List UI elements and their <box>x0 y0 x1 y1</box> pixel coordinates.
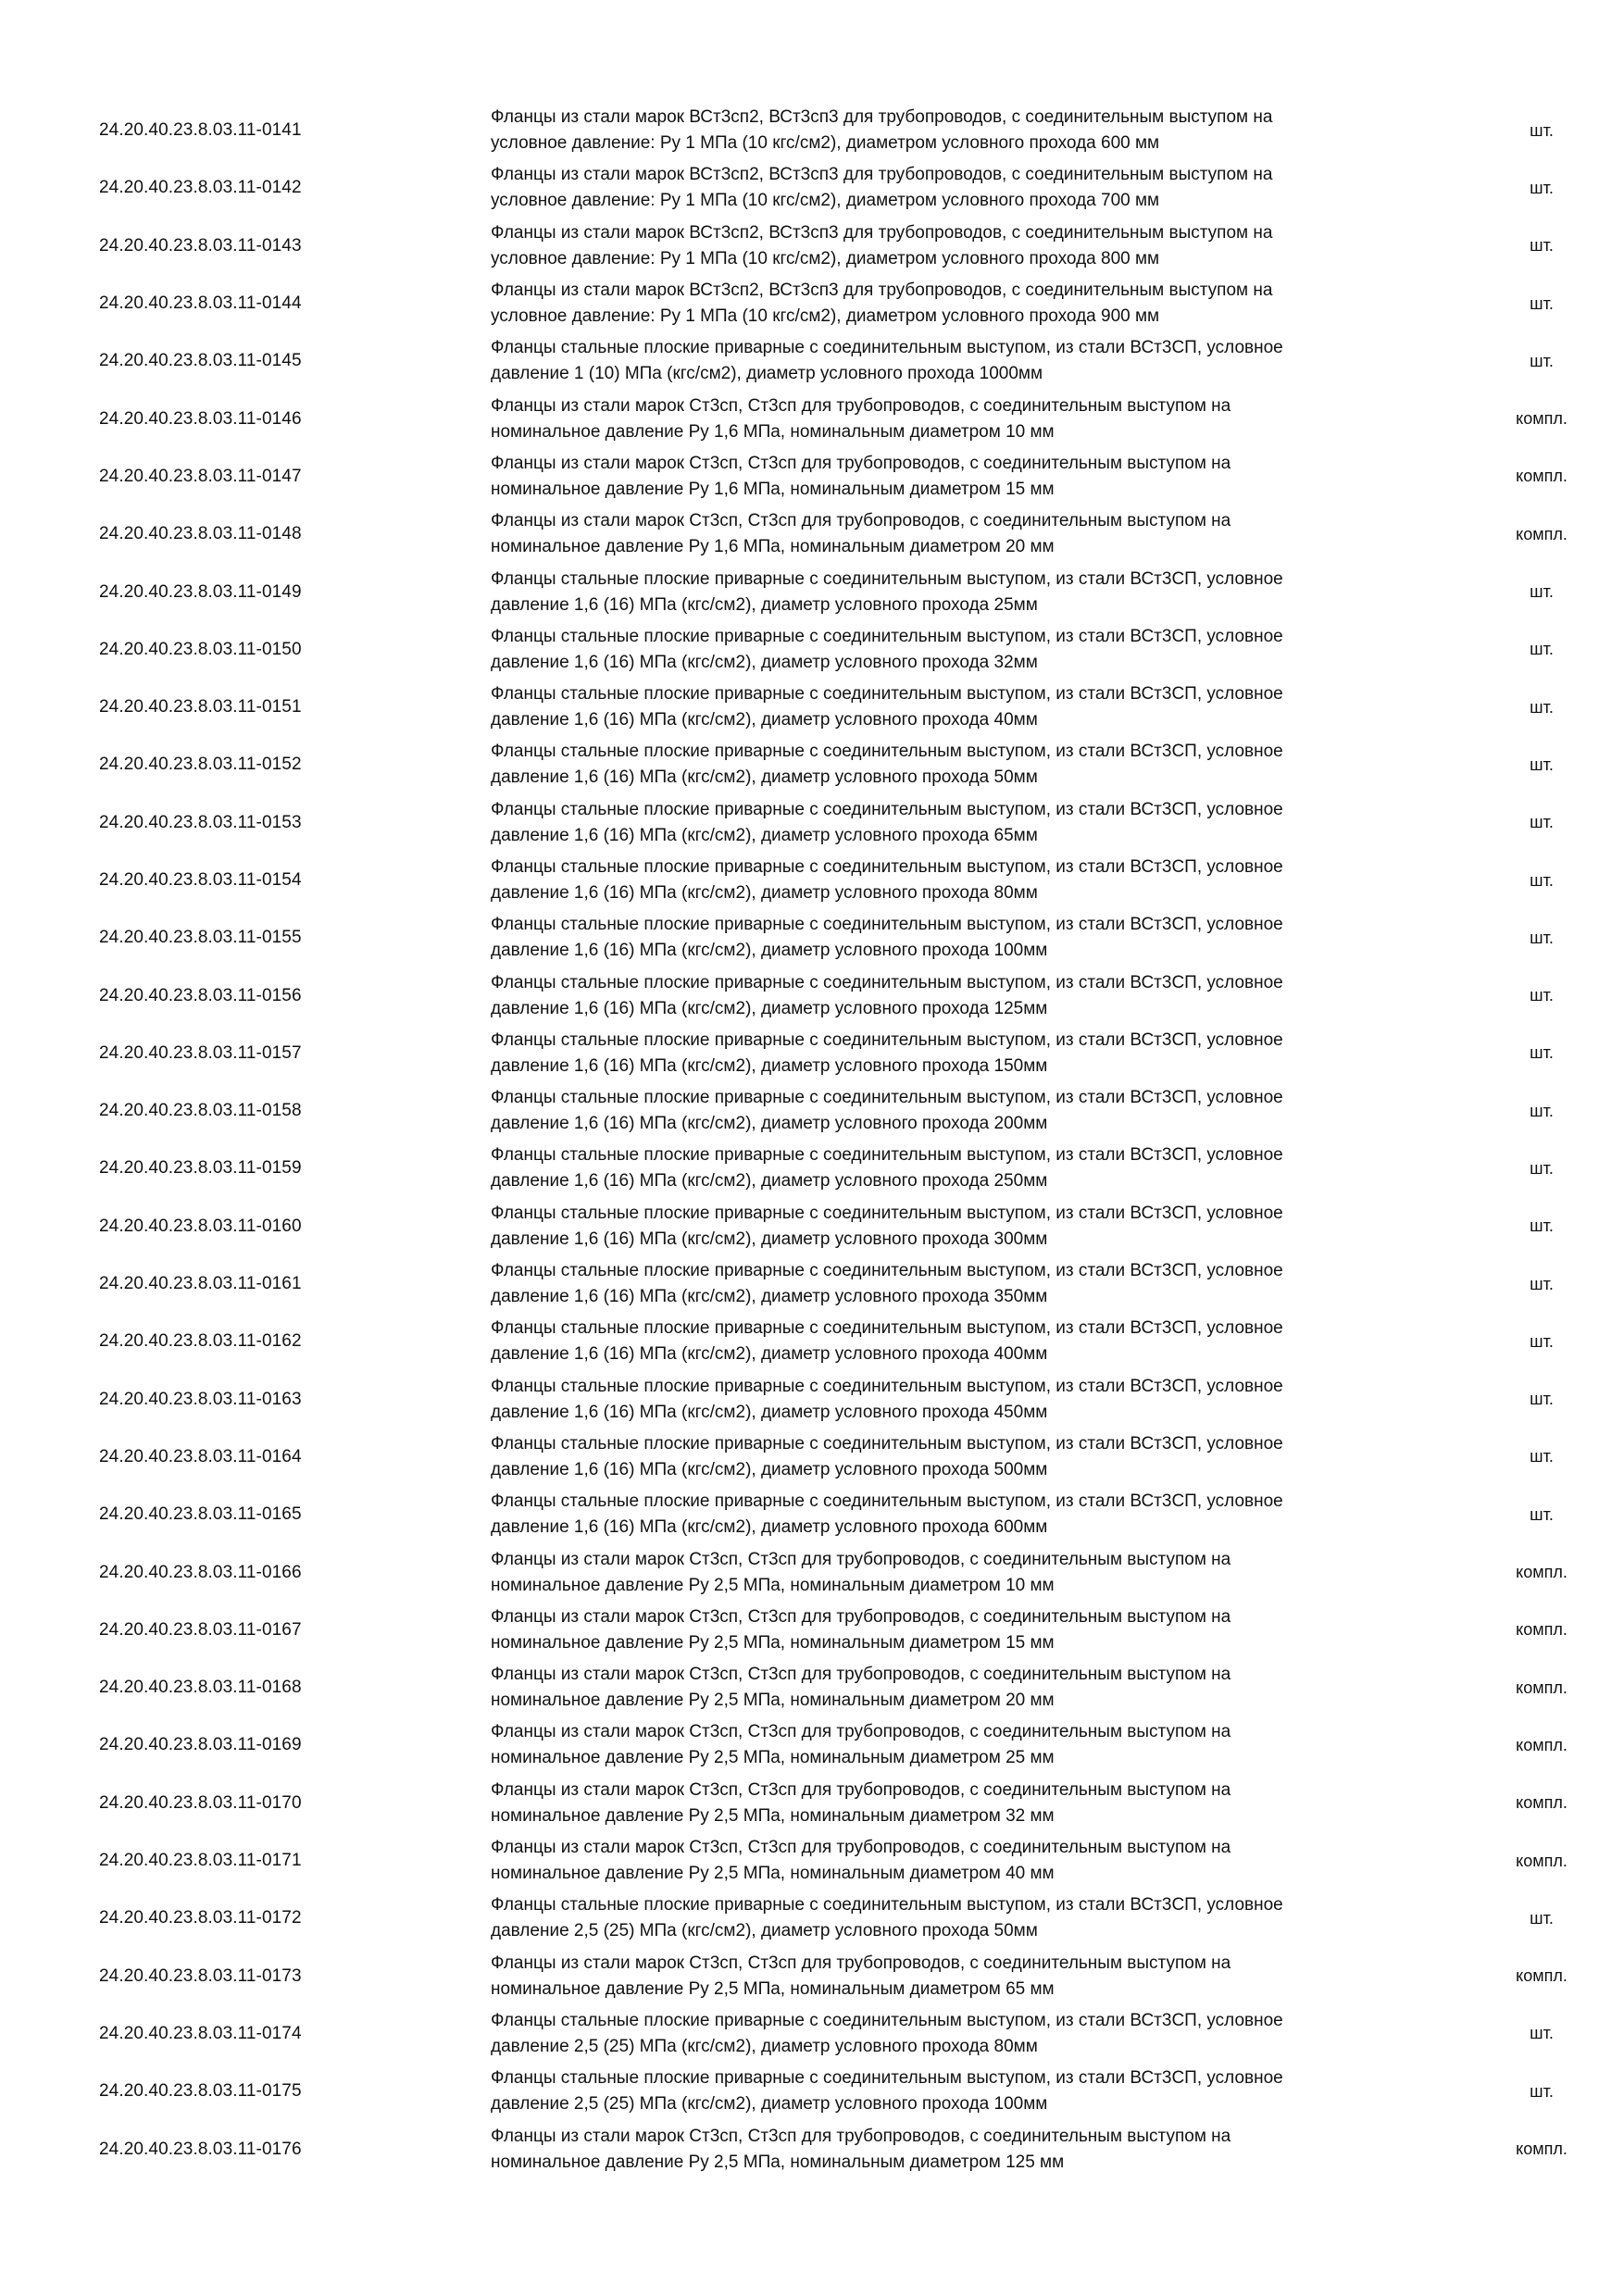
description-line: давление 1,6 (16) МПа (кгс/см2), диаметр условного прохода 65мм <box>491 825 1038 845</box>
description-line: Фланцы из стали марок Ст3сп, Ст3сп для трубопроводов, с соединительным выступом на <box>491 2126 1231 2146</box>
description-line: условное давление: Ру 1 МПа (10 кгс/см2), диаметром условного прохода 700 мм <box>491 191 1160 211</box>
table-row <box>0 505 1624 563</box>
resource-code: 24.20.40.23.8.03.11-0142 <box>99 178 302 198</box>
unit-of-measure: шт. <box>1530 1043 1554 1063</box>
unit-of-measure: компл. <box>1516 1793 1568 1813</box>
resource-description <box>491 1716 1407 1774</box>
description-line: давление 1,6 (16) МПа (кгс/см2), диаметр условного прохода 25мм <box>491 594 1038 615</box>
resource-description <box>491 1602 1407 1659</box>
unit-of-measure: шт. <box>1530 1217 1554 1236</box>
resource-code: 24.20.40.23.8.03.11-0148 <box>99 524 302 544</box>
description-line: давление 1,6 (16) МПа (кгс/см2), диаметр условного прохода 600мм <box>491 1517 1048 1538</box>
unit-of-measure: шт. <box>1530 120 1554 140</box>
description-line: Фланцы стальные плоские приварные с соединительным выступом, из стали ВСт3СП, условное <box>491 1433 1283 1454</box>
resource-code: 24.20.40.23.8.03.11-0144 <box>99 293 302 314</box>
unit-of-measure: шт. <box>1530 2081 1554 2101</box>
resource-code: 24.20.40.23.8.03.11-0161 <box>99 1274 302 1294</box>
description-line: номинальное давление Ру 2,5 МПа, номинальным диаметром 65 мм <box>491 1978 1055 1999</box>
resource-code: 24.20.40.23.8.03.11-0174 <box>99 2023 302 2043</box>
description-line: Фланцы стальные плоские приварные с соединительным выступом, из стали ВСт3СП, условное <box>491 1088 1283 1108</box>
unit-of-measure: компл. <box>1516 1620 1568 1640</box>
description-line: давление 1,6 (16) МПа (кгс/см2), диаметр условного прохода 150мм <box>491 1055 1048 1076</box>
resource-description <box>491 1025 1407 1082</box>
description-line: Фланцы стальные плоские приварные с соединительным выступом, из стали ВСт3СП, условное <box>491 2010 1283 2030</box>
description-line: давление 1,6 (16) МПа (кгс/см2), диаметр условного прохода 100мм <box>491 941 1048 961</box>
description-line: номинальное давление Ру 1,6 МПа, номинальным диаметром 10 мм <box>491 421 1055 442</box>
resource-code: 24.20.40.23.8.03.11-0160 <box>99 1216 302 1236</box>
description-line: давление 1,6 (16) МПа (кгс/см2), диаметр условного прохода 32мм <box>491 652 1038 672</box>
description-line: Фланцы стальные плоские приварные с соединительным выступом, из стали ВСт3СП, условное <box>491 1895 1283 1915</box>
table-row <box>0 1659 1624 1716</box>
table-row <box>0 1313 1624 1370</box>
resource-description <box>491 1486 1407 1543</box>
description-line: давление 1,6 (16) МПа (кгс/см2), диаметр условного прохода 40мм <box>491 710 1038 730</box>
resource-description <box>491 1140 1407 1197</box>
unit-of-measure: компл. <box>1516 1851 1568 1870</box>
unit-of-measure: шт. <box>1530 351 1554 370</box>
table-row <box>0 1140 1624 1197</box>
resource-code: 24.20.40.23.8.03.11-0143 <box>99 235 302 256</box>
resource-code: 24.20.40.23.8.03.11-0168 <box>99 1678 302 1698</box>
resource-code: 24.20.40.23.8.03.11-0149 <box>99 581 302 602</box>
unit-of-measure: шт. <box>1530 1504 1554 1524</box>
resource-code: 24.20.40.23.8.03.11-0165 <box>99 1504 302 1525</box>
description-line: номинальное давление Ру 1,6 МПа, номинальным диаметром 20 мм <box>491 537 1055 557</box>
description-line: Фланцы стальные плоские приварные с соединительным выступом, из стали ВСт3СП, условное <box>491 1029 1283 1050</box>
resource-description <box>491 1948 1407 2005</box>
table-row <box>0 679 1624 736</box>
table-row <box>0 159 1624 217</box>
unit-of-measure: шт. <box>1530 293 1554 313</box>
resource-description <box>491 1198 1407 1255</box>
description-line: номинальное давление Ру 1,6 МПа, номинальным диаметром 15 мм <box>491 479 1055 499</box>
resource-code: 24.20.40.23.8.03.11-0163 <box>99 1389 302 1409</box>
description-line: Фланцы из стали марок Ст3сп, Ст3сп для трубопроводов, с соединительным выступом на <box>491 1606 1231 1627</box>
description-line: номинальное давление Ру 2,5 МПа, номинальным диаметром 10 мм <box>491 1575 1055 1595</box>
description-line: Фланцы стальные плоские приварные с соединительным выступом, из стали ВСт3СП, условное <box>491 626 1283 646</box>
description-line: давление 1,6 (16) МПа (кгс/см2), диаметр условного прохода 350мм <box>491 1287 1048 1307</box>
resource-description <box>491 967 1407 1024</box>
resource-code: 24.20.40.23.8.03.11-0145 <box>99 351 302 371</box>
description-line: Фланцы из стали марок Ст3сп, Ст3сп для трубопроводов, с соединительным выступом на <box>491 1665 1231 1685</box>
resource-code: 24.20.40.23.8.03.11-0173 <box>99 1965 302 1986</box>
table-row <box>0 563 1624 620</box>
table-row <box>0 794 1624 852</box>
description-line: номинальное давление Ру 2,5 МПа, номинальным диаметром 32 мм <box>491 1805 1055 1826</box>
unit-of-measure: шт. <box>1530 1158 1554 1178</box>
unit-of-measure: компл. <box>1516 1735 1568 1754</box>
resource-code: 24.20.40.23.8.03.11-0147 <box>99 466 302 486</box>
resource-code: 24.20.40.23.8.03.11-0150 <box>99 639 302 659</box>
description-line: Фланцы из стали марок ВСт3сп2, ВСт3сп3 для трубопроводов, с соединительным выступом на <box>491 107 1273 128</box>
table-row <box>0 390 1624 447</box>
resource-description <box>491 1255 1407 1313</box>
resource-code: 24.20.40.23.8.03.11-0157 <box>99 1042 302 1063</box>
resource-code: 24.20.40.23.8.03.11-0176 <box>99 2139 302 2159</box>
description-line: номинальное давление Ру 2,5 МПа, номинальным диаметром 25 мм <box>491 1748 1055 1768</box>
unit-of-measure: компл. <box>1516 1678 1568 1697</box>
resource-description <box>491 1313 1407 1370</box>
table-row <box>0 2120 1624 2177</box>
description-line: Фланцы стальные плоские приварные с соединительным выступом, из стали ВСт3СП, условное <box>491 915 1283 935</box>
resource-code: 24.20.40.23.8.03.11-0155 <box>99 928 302 948</box>
resource-code: 24.20.40.23.8.03.11-0152 <box>99 755 302 775</box>
description-line: давление 1,6 (16) МПа (кгс/см2), диаметр условного прохода 80мм <box>491 883 1038 903</box>
table-row <box>0 1543 1624 1601</box>
unit-of-measure: компл. <box>1516 467 1568 486</box>
description-line: давление 1,6 (16) МПа (кгс/см2), диаметр условного прохода 200мм <box>491 1114 1048 1134</box>
unit-of-measure: компл. <box>1516 1563 1568 1582</box>
unit-of-measure: компл. <box>1516 1966 1568 1986</box>
resource-code: 24.20.40.23.8.03.11-0172 <box>99 1908 302 1928</box>
description-line: условное давление: Ру 1 МПа (10 кгс/см2), диаметром условного прохода 600 мм <box>491 133 1160 154</box>
unit-of-measure: шт. <box>1530 870 1554 890</box>
table-row <box>0 275 1624 332</box>
resource-description <box>491 1890 1407 1947</box>
resource-description <box>491 390 1407 447</box>
resource-description <box>491 679 1407 736</box>
description-line: Фланцы стальные плоские приварные с соединительным выступом, из стали ВСт3СП, условное <box>491 2068 1283 2089</box>
table-row <box>0 1025 1624 1082</box>
resource-description <box>491 1429 1407 1486</box>
resource-description <box>491 2120 1407 2177</box>
resource-code: 24.20.40.23.8.03.11-0164 <box>99 1446 302 1466</box>
unit-of-measure: шт. <box>1530 986 1554 1005</box>
description-line: давление 2,5 (25) МПа (кгс/см2), диаметр условного прохода 80мм <box>491 2036 1038 2056</box>
table-row <box>0 1082 1624 1140</box>
table-row <box>0 1602 1624 1659</box>
unit-of-measure: шт. <box>1530 928 1554 947</box>
description-line: давление 1,6 (16) МПа (кгс/см2), диаметр условного прохода 450мм <box>491 1402 1048 1422</box>
description-line: Фланцы стальные плоские приварные с соединительным выступом, из стали ВСт3СП, условное <box>491 338 1283 358</box>
description-line: Фланцы из стали марок Ст3сп, Ст3сп для трубопроводов, с соединительным выступом на <box>491 1549 1231 1569</box>
description-line: Фланцы стальные плоские приварные с соединительным выступом, из стали ВСт3СП, условное <box>491 1203 1283 1223</box>
resource-code: 24.20.40.23.8.03.11-0156 <box>99 985 302 1005</box>
resource-code: 24.20.40.23.8.03.11-0170 <box>99 1792 302 1813</box>
resource-table <box>0 102 1624 2178</box>
description-line: номинальное давление Ру 2,5 МПа, номинальным диаметром 15 мм <box>491 1632 1055 1653</box>
resource-description <box>491 2063 1407 2120</box>
resource-description <box>491 448 1407 505</box>
resource-description <box>491 159 1407 217</box>
description-line: давление 1,6 (16) МПа (кгс/см2), диаметр условного прохода 250мм <box>491 1171 1048 1192</box>
unit-of-measure: компл. <box>1516 524 1568 543</box>
resource-code: 24.20.40.23.8.03.11-0158 <box>99 1101 302 1121</box>
description-line: Фланцы стальные плоские приварные с соединительным выступом, из стали ВСт3СП, условное <box>491 972 1283 992</box>
resource-description <box>491 1659 1407 1716</box>
description-line: давление 1,6 (16) МПа (кгс/см2), диаметр условного прохода 300мм <box>491 1229 1048 1249</box>
description-line: давление 1,6 (16) МПа (кгс/см2), диаметр условного прохода 50мм <box>491 767 1038 788</box>
table-row <box>0 218 1624 275</box>
resource-code: 24.20.40.23.8.03.11-0175 <box>99 2081 302 2102</box>
unit-of-measure: шт. <box>1530 2024 1554 2043</box>
table-row <box>0 1429 1624 1486</box>
table-row <box>0 909 1624 967</box>
unit-of-measure: шт. <box>1530 236 1554 256</box>
resource-code: 24.20.40.23.8.03.11-0153 <box>99 812 302 832</box>
resource-description <box>491 852 1407 909</box>
description-line: номинальное давление Ру 2,5 МПа, номинальным диаметром 125 мм <box>491 2152 1065 2172</box>
resource-description <box>491 1082 1407 1140</box>
resource-code: 24.20.40.23.8.03.11-0151 <box>99 697 302 718</box>
table-row <box>0 2005 1624 2063</box>
resource-description <box>491 1832 1407 1890</box>
resource-description <box>491 794 1407 852</box>
table-row <box>0 2063 1624 2120</box>
description-line: Фланцы стальные плоские приварные с соединительным выступом, из стали ВСт3СП, условное <box>491 1491 1283 1512</box>
unit-of-measure: шт. <box>1530 178 1554 197</box>
resource-code: 24.20.40.23.8.03.11-0167 <box>99 1619 302 1640</box>
table-row <box>0 736 1624 793</box>
resource-description <box>491 2005 1407 2063</box>
resource-description <box>491 102 1407 159</box>
description-line: Фланцы из стали марок Ст3сп, Ст3сп для трубопроводов, с соединительным выступом на <box>491 1722 1231 1742</box>
description-line: Фланцы из стали марок Ст3сп, Ст3сп для трубопроводов, с соединительным выступом на <box>491 395 1231 416</box>
table-row <box>0 1890 1624 1947</box>
table-row <box>0 852 1624 909</box>
table-row <box>0 1832 1624 1890</box>
description-line: Фланцы из стали марок Ст3сп, Ст3сп для трубопроводов, с соединительным выступом на <box>491 511 1231 531</box>
resource-description <box>491 621 1407 679</box>
table-row <box>0 967 1624 1024</box>
description-line: давление 1,6 (16) МПа (кгс/см2), диаметр условного прохода 500мм <box>491 1459 1048 1479</box>
description-line: давление 2,5 (25) МПа (кгс/см2), диаметр условного прохода 50мм <box>491 1921 1038 1941</box>
resource-description <box>491 1371 1407 1429</box>
table-row <box>0 1255 1624 1313</box>
resource-code: 24.20.40.23.8.03.11-0162 <box>99 1331 302 1352</box>
resource-description <box>491 736 1407 793</box>
unit-of-measure: шт. <box>1530 1390 1554 1409</box>
resource-description <box>491 332 1407 390</box>
description-line: Фланцы стальные плоские приварные с соединительным выступом, из стали ВСт3СП, условное <box>491 1261 1283 1281</box>
description-line: Фланцы из стали марок Ст3сп, Ст3сп для трубопроводов, с соединительным выступом на <box>491 1953 1231 1973</box>
unit-of-measure: шт. <box>1530 582 1554 602</box>
description-line: Фланцы стальные плоские приварные с соединительным выступом, из стали ВСт3СП, условное <box>491 684 1283 705</box>
table-row <box>0 1486 1624 1543</box>
resource-code: 24.20.40.23.8.03.11-0169 <box>99 1735 302 1755</box>
description-line: Фланцы стальные плоские приварные с соединительным выступом, из стали ВСт3СП, условное <box>491 799 1283 819</box>
table-row <box>0 1716 1624 1774</box>
description-line: Фланцы стальные плоские приварные с соединительным выступом, из стали ВСт3СП, условное <box>491 1145 1283 1166</box>
table-row <box>0 1198 1624 1255</box>
resource-description <box>491 1543 1407 1601</box>
unit-of-measure: шт. <box>1530 1447 1554 1466</box>
resource-description <box>491 275 1407 332</box>
unit-of-measure: компл. <box>1516 2140 1568 2159</box>
table-row <box>0 1371 1624 1429</box>
resource-description <box>491 218 1407 275</box>
table-row <box>0 448 1624 505</box>
table-row <box>0 621 1624 679</box>
description-line: Фланцы из стали марок ВСт3сп2, ВСт3сп3 для трубопроводов, с соединительным выступом на <box>491 281 1273 301</box>
description-line: Фланцы из стали марок ВСт3сп2, ВСт3сп3 для трубопроводов, с соединительным выступом на <box>491 165 1273 185</box>
resource-description <box>491 505 1407 563</box>
resource-code: 24.20.40.23.8.03.11-0166 <box>99 1562 302 1582</box>
unit-of-measure: шт. <box>1530 1908 1554 1928</box>
table-row <box>0 1775 1624 1832</box>
resource-code: 24.20.40.23.8.03.11-0154 <box>99 870 302 890</box>
unit-of-measure: компл. <box>1516 409 1568 429</box>
table-row <box>0 102 1624 159</box>
description-line: Фланцы из стали марок ВСт3сп2, ВСт3сп3 для трубопроводов, с соединительным выступом на <box>491 222 1273 243</box>
unit-of-measure: шт. <box>1530 1101 1554 1120</box>
description-line: давление 2,5 (25) МПа (кгс/см2), диаметр условного прохода 100мм <box>491 2094 1048 2115</box>
description-line: Фланцы из стали марок Ст3сп, Ст3сп для трубопроводов, с соединительным выступом на <box>491 1779 1231 1800</box>
unit-of-measure: шт. <box>1530 813 1554 832</box>
resource-code: 24.20.40.23.8.03.11-0159 <box>99 1158 302 1179</box>
unit-of-measure: шт. <box>1530 640 1554 659</box>
description-line: давление 1,6 (16) МПа (кгс/см2), диаметр условного прохода 125мм <box>491 998 1048 1018</box>
table-row <box>0 1948 1624 2005</box>
description-line: номинальное давление Ру 2,5 МПа, номинальным диаметром 40 мм <box>491 1864 1055 1884</box>
unit-of-measure: шт. <box>1530 1274 1554 1293</box>
description-line: давление 1,6 (16) МПа (кгс/см2), диаметр условного прохода 400мм <box>491 1344 1048 1365</box>
description-line: Фланцы из стали марок Ст3сп, Ст3сп для трубопроводов, с соединительным выступом на <box>491 453 1231 473</box>
resource-code: 24.20.40.23.8.03.11-0146 <box>99 408 302 429</box>
resource-description <box>491 563 1407 620</box>
description-line: Фланцы стальные плоские приварные с соединительным выступом, из стали ВСт3СП, условное <box>491 568 1283 589</box>
resource-description <box>491 1775 1407 1832</box>
unit-of-measure: шт. <box>1530 1331 1554 1351</box>
resource-code: 24.20.40.23.8.03.11-0171 <box>99 1851 302 1871</box>
description-line: условное давление: Ру 1 МПа (10 кгс/см2), диаметром условного прохода 900 мм <box>491 306 1160 327</box>
description-line: Фланцы стальные плоские приварные с соединительным выступом, из стали ВСт3СП, условное <box>491 1318 1283 1339</box>
table-row <box>0 332 1624 390</box>
resource-description <box>491 909 1407 967</box>
description-line: Фланцы стальные плоские приварные с соединительным выступом, из стали ВСт3СП, условное <box>491 857 1283 877</box>
resource-code: 24.20.40.23.8.03.11-0141 <box>99 120 302 141</box>
unit-of-measure: шт. <box>1530 697 1554 717</box>
description-line: Фланцы стальные плоские приварные с соединительным выступом, из стали ВСт3СП, условное <box>491 742 1283 762</box>
description-line: условное давление: Ру 1 МПа (10 кгс/см2), диаметром условного прохода 800 мм <box>491 248 1160 268</box>
description-line: номинальное давление Ру 2,5 МПа, номинальным диаметром 20 мм <box>491 1691 1055 1711</box>
description-line: Фланцы стальные плоские приварные с соединительным выступом, из стали ВСт3СП, условное <box>491 1376 1283 1396</box>
description-line: Фланцы из стали марок Ст3сп, Ст3сп для трубопроводов, с соединительным выступом на <box>491 1838 1231 1858</box>
unit-of-measure: шт. <box>1530 755 1554 774</box>
description-line: давление 1 (10) МПа (кгс/см2), диаметр условного прохода 1000мм <box>491 364 1043 384</box>
